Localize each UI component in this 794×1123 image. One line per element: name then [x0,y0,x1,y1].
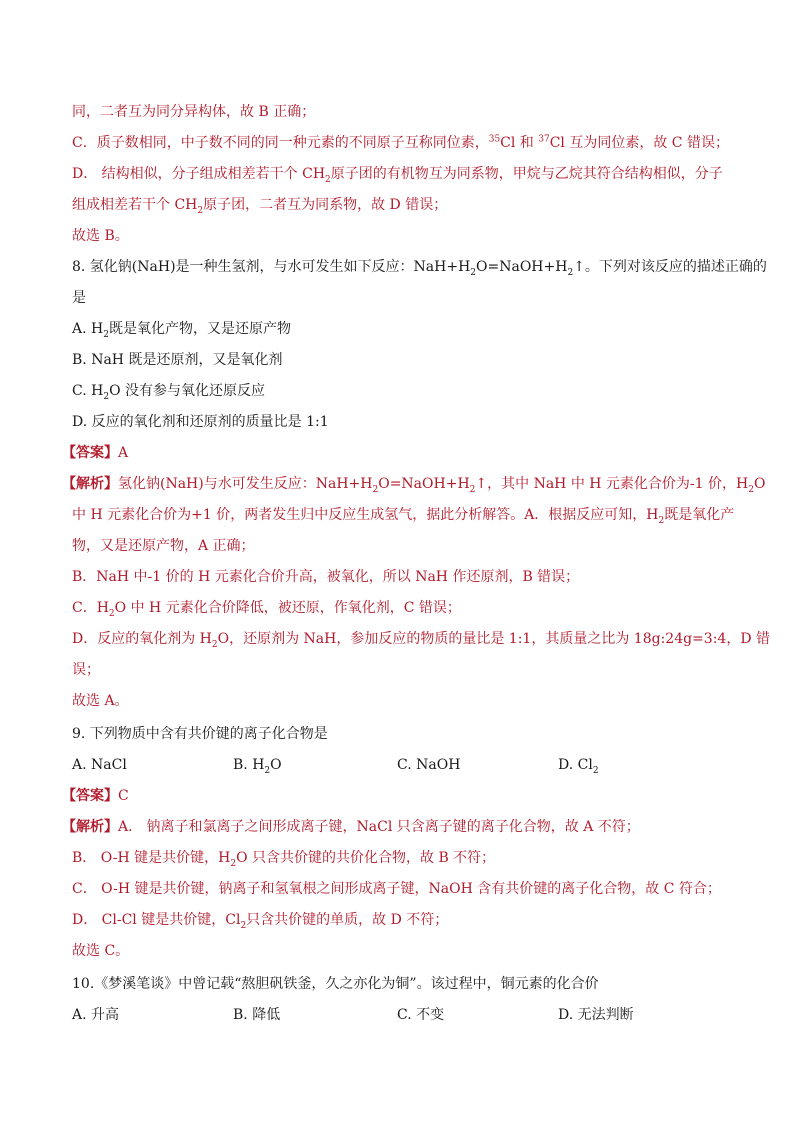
q9-option-c: C. NaOH [397,757,461,773]
q9-option-a: A. NaCl [72,757,127,773]
q8-conclusion: 故选 A。 [72,693,129,709]
q7-line-4: 组成相差若干个 $CH_2$原子团，二者互为同系物，故 D 错误； [72,197,448,216]
q9-explanation-4: D． Cl-Cl 键是共价键，$Cl_2$只含共价键的单质，故 D 不符； [72,912,449,931]
q8-stem-2: 是 [72,290,86,306]
q8-explanation-4: B．NaH 中-1 价的 H 元素化合价升高，被氧化，所以 NaH 作还原剂，B 错误； [72,569,580,585]
q8-option-a: A. $H_2$既是氧化产物，又是还原产物 [72,321,291,340]
q7-line-3: D． 结构相似，分子组成相差若干个 $CH_2$原子团的有机物互为同系物，甲烷与乙烷其符合结构相似，分子 [72,166,723,185]
q10-options [72,1005,724,1025]
q10-option-b: B. 降低 [233,1007,281,1023]
q9-options [72,755,724,775]
q9-conclusion: 故选 C。 [72,943,130,959]
q8-explanation-1: 【解析】氢化钠(NaH)与水可发生反应：$NaH+H_2O=NaOH+H_2↑$，其中 NaH 中 H 元素化合价为-1 价，$H_2O$ [62,476,766,495]
q10-option-a: A. 升高 [72,1007,120,1023]
q8-explanation-6: D．反应的氧化剂为 $H_2O$，还原剂为 NaH，参加反应的物质的量比是 1:1，其质量之比为 18g:24g=3:4，D 错 [72,631,770,650]
q8-option-d: D. 反应的氧化剂和还原剂的质量比是 1:1 [72,414,329,430]
q10-option-c: C. 不变 [397,1007,445,1023]
q8-stem: 8. 氢化钠(NaH)是一种生氢剂，与水可发生如下反应：$NaH+H_2O=NaOH+H_2↑$。下列对该反应的描述正确的 [72,259,767,278]
q8-explanation-5: C．$H_2O$ 中 H 元素化合价降低，被还原，作氧化剂，C 错误； [72,600,461,619]
q9-option-d: D. $Cl_2$ [558,757,599,776]
q9-option-b: B. $H_2O$ [233,757,282,776]
q9-stem: 9. 下列物质中含有共价键的离子化合物是 [72,726,328,742]
q8-explanation-3: 物，又是还原产物，A 正确； [72,538,255,554]
q8-explanation-7: 误； [72,662,100,678]
q9-answer: 【答案】C [62,788,129,804]
q9-explanation-2: B． O-H 键是共价键，$H_2O$ 只含共价键的共价化合物，故 B 不符； [72,850,496,869]
q8-option-b: B. NaH 既是还原剂，又是氧化剂 [72,352,283,368]
q7-line-2: C．质子数相同，中子数不同的同一种元素的不同原子互称同位素，$^{35}$Cl 和 $^{37}$Cl 互为同位素，故 C 错误； [72,134,729,151]
q8-answer: 【答案】A [62,445,129,461]
q8-explanation-2: 中 H 元素化合价为+1 价，两者发生归中反应生成氢气，据此分析解答。A．根据反应可知，$H_2$既是氧化产 [72,507,735,526]
q10-stem: 10.《梦溪笔谈》中曾记载“熬胆矾铁釜，久之亦化为铜”。该过程中，铜元素的化合价 [72,976,599,992]
q9-explanation-3: C． O-H 键是共价键，钠离子和氢氧根之间形成离子键，NaOH 含有共价键的离子化合物，故 C 符合； [72,881,721,897]
q7-conclusion: 故选 B。 [72,228,129,244]
q8-option-c: C. $H_2O$ 没有参与氧化还原反应 [72,383,265,402]
q10-option-d: D. 无法判断 [558,1007,634,1023]
q7-line-1: 同，二者互为同分异构体，故 B 正确； [72,104,316,120]
q9-explanation-1: 【解析】A． 钠离子和氯离子之间形成离子键，NaCl 只含离子键的离子化合物，故 A 不符； [62,819,640,835]
